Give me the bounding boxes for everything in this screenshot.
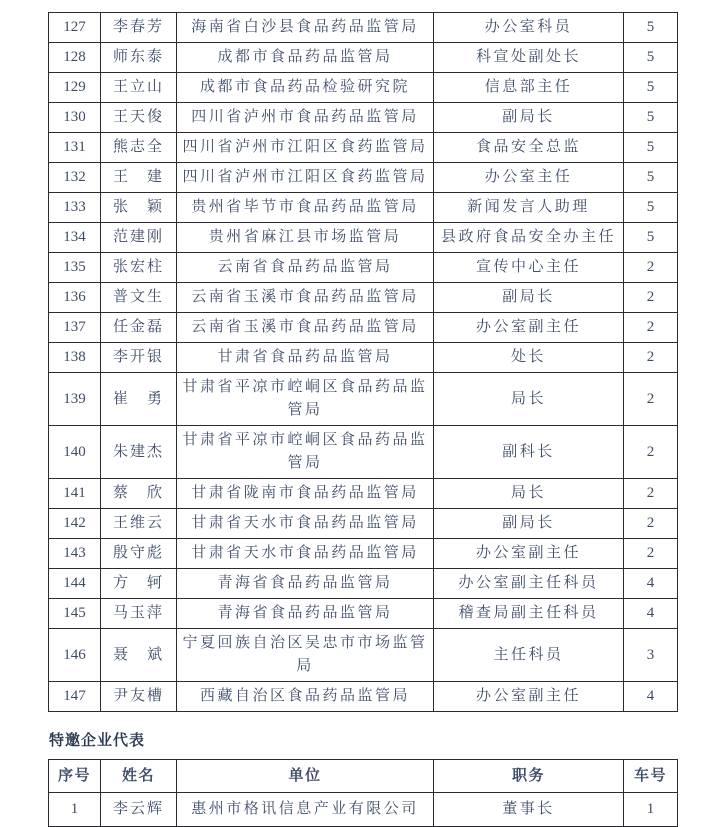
name-cell: 范建刚 bbox=[101, 223, 177, 253]
serial-number-cell: 136 bbox=[49, 283, 101, 313]
serial-number-cell: 134 bbox=[49, 223, 101, 253]
position-cell: 局长 bbox=[434, 479, 624, 509]
guest-roster-body bbox=[49, 793, 678, 827]
name-cell: 李开银 bbox=[101, 343, 177, 373]
guest-section-heading: 特邀企业代表 bbox=[49, 733, 146, 749]
unit-cell: 甘肃省天水市食品药品监管局 bbox=[177, 539, 434, 569]
position-cell: 科宣处副处长 bbox=[434, 43, 624, 73]
position-cell: 办公室副主任 bbox=[434, 313, 624, 343]
name-cell: 李云辉 bbox=[101, 793, 177, 827]
name-cell: 王立山 bbox=[101, 73, 177, 103]
serial-number-cell: 145 bbox=[49, 599, 101, 629]
position-cell: 董事长 bbox=[434, 793, 624, 827]
name-cell: 师东泰 bbox=[101, 43, 177, 73]
car-number-cell: 5 bbox=[624, 163, 678, 193]
table-row bbox=[49, 569, 678, 599]
unit-cell: 惠州市格讯信息产业有限公司 bbox=[177, 793, 434, 827]
table-row bbox=[49, 682, 678, 712]
name-cell: 马玉萍 bbox=[101, 599, 177, 629]
table-row bbox=[49, 253, 678, 283]
car-number-header: 车号 bbox=[624, 760, 678, 793]
unit-cell: 成都市食品药品检验研究院 bbox=[177, 73, 434, 103]
serial-number-cell: 138 bbox=[49, 343, 101, 373]
serial-number-cell: 127 bbox=[49, 13, 101, 43]
table-row bbox=[49, 426, 678, 479]
car-number-cell: 5 bbox=[624, 13, 678, 43]
name-cell: 朱建杰 bbox=[101, 426, 177, 479]
car-number-cell: 2 bbox=[624, 253, 678, 283]
position-cell: 稽查局副主任科员 bbox=[434, 599, 624, 629]
name-cell: 李春芳 bbox=[101, 13, 177, 43]
serial-number-cell: 131 bbox=[49, 133, 101, 163]
unit-cell: 青海省食品药品监管局 bbox=[177, 569, 434, 599]
car-number-cell: 4 bbox=[624, 569, 678, 599]
position-cell: 食品安全总监 bbox=[434, 133, 624, 163]
serial-number-cell: 144 bbox=[49, 569, 101, 599]
unit-cell: 宁夏回族自治区吴忠市市场监管局 bbox=[177, 629, 434, 682]
table-row bbox=[49, 13, 678, 43]
serial-number-header: 序号 bbox=[49, 760, 101, 793]
unit-cell: 甘肃省陇南市食品药品监管局 bbox=[177, 479, 434, 509]
position-cell: 信息部主任 bbox=[434, 73, 624, 103]
car-number-cell: 2 bbox=[624, 283, 678, 313]
position-cell: 办公室主任 bbox=[434, 163, 624, 193]
serial-number-cell: 130 bbox=[49, 103, 101, 133]
position-header: 职务 bbox=[434, 760, 624, 793]
position-cell: 副局长 bbox=[434, 283, 624, 313]
unit-cell: 云南省玉溪市食品药品监管局 bbox=[177, 283, 434, 313]
table-row bbox=[49, 193, 678, 223]
position-cell: 副局长 bbox=[434, 103, 624, 133]
car-number-cell: 5 bbox=[624, 223, 678, 253]
unit-cell: 贵州省毕节市食品药品监管局 bbox=[177, 193, 434, 223]
serial-number-cell: 129 bbox=[49, 73, 101, 103]
table-row bbox=[49, 103, 678, 133]
name-cell: 王 建 bbox=[101, 163, 177, 193]
position-cell: 县政府食品安全办主任 bbox=[434, 223, 624, 253]
guest-roster-table bbox=[48, 759, 678, 827]
serial-number-cell: 146 bbox=[49, 629, 101, 682]
unit-cell: 甘肃省平凉市崆峒区食品药品监管局 bbox=[177, 373, 434, 426]
position-cell: 宣传中心主任 bbox=[434, 253, 624, 283]
position-cell: 新闻发言人助理 bbox=[434, 193, 624, 223]
unit-cell: 成都市食品药品监管局 bbox=[177, 43, 434, 73]
delegate-roster-table bbox=[48, 12, 678, 712]
table-row bbox=[49, 373, 678, 426]
name-cell: 殷守彪 bbox=[101, 539, 177, 569]
unit-cell: 西藏自治区食品药品监管局 bbox=[177, 682, 434, 712]
car-number-cell: 1 bbox=[624, 793, 678, 827]
car-number-cell: 2 bbox=[624, 426, 678, 479]
car-number-cell: 2 bbox=[624, 373, 678, 426]
table-row bbox=[49, 313, 678, 343]
table-row bbox=[49, 479, 678, 509]
name-header: 姓名 bbox=[101, 760, 177, 793]
unit-cell: 四川省泸州市江阳区食药监管局 bbox=[177, 133, 434, 163]
name-cell: 普文生 bbox=[101, 283, 177, 313]
position-cell: 副局长 bbox=[434, 509, 624, 539]
delegate-roster-body bbox=[49, 13, 678, 712]
serial-number-cell: 133 bbox=[49, 193, 101, 223]
table-row bbox=[49, 343, 678, 373]
unit-cell: 甘肃省天水市食品药品监管局 bbox=[177, 509, 434, 539]
name-cell: 熊志全 bbox=[101, 133, 177, 163]
serial-number-cell: 147 bbox=[49, 682, 101, 712]
table-row bbox=[49, 283, 678, 313]
table-row bbox=[49, 73, 678, 103]
table-row bbox=[49, 43, 678, 73]
table-row bbox=[49, 629, 678, 682]
table-row bbox=[49, 163, 678, 193]
unit-header: 单位 bbox=[177, 760, 434, 793]
position-cell: 主任科员 bbox=[434, 629, 624, 682]
table-row bbox=[49, 509, 678, 539]
name-cell: 蔡 欣 bbox=[101, 479, 177, 509]
serial-number-cell: 142 bbox=[49, 509, 101, 539]
serial-number-cell: 132 bbox=[49, 163, 101, 193]
position-cell: 副科长 bbox=[434, 426, 624, 479]
unit-cell: 甘肃省食品药品监管局 bbox=[177, 343, 434, 373]
name-cell: 张 颖 bbox=[101, 193, 177, 223]
name-cell: 聂 斌 bbox=[101, 629, 177, 682]
name-cell: 尹友槽 bbox=[101, 682, 177, 712]
serial-number-cell: 1 bbox=[49, 793, 101, 827]
car-number-cell: 5 bbox=[624, 193, 678, 223]
serial-number-cell: 140 bbox=[49, 426, 101, 479]
guest-roster-header bbox=[49, 760, 678, 793]
table-row bbox=[49, 539, 678, 569]
car-number-cell: 2 bbox=[624, 509, 678, 539]
serial-number-cell: 141 bbox=[49, 479, 101, 509]
unit-cell: 云南省玉溪市食品药品监管局 bbox=[177, 313, 434, 343]
position-cell: 办公室科员 bbox=[434, 13, 624, 43]
table-row bbox=[49, 793, 678, 827]
car-number-cell: 5 bbox=[624, 73, 678, 103]
position-cell: 办公室副主任科员 bbox=[434, 569, 624, 599]
name-cell: 王维云 bbox=[101, 509, 177, 539]
unit-cell: 青海省食品药品监管局 bbox=[177, 599, 434, 629]
position-cell: 处长 bbox=[434, 343, 624, 373]
serial-number-cell: 143 bbox=[49, 539, 101, 569]
position-cell: 办公室副主任 bbox=[434, 682, 624, 712]
car-number-cell: 4 bbox=[624, 599, 678, 629]
unit-cell: 甘肃省平凉市崆峒区食品药品监管局 bbox=[177, 426, 434, 479]
position-cell: 局长 bbox=[434, 373, 624, 426]
unit-cell: 云南省食品药品监管局 bbox=[177, 253, 434, 283]
table-row bbox=[49, 223, 678, 253]
name-cell: 张宏柱 bbox=[101, 253, 177, 283]
unit-cell: 四川省泸州市江阳区食药监管局 bbox=[177, 163, 434, 193]
name-cell: 方 轲 bbox=[101, 569, 177, 599]
serial-number-cell: 135 bbox=[49, 253, 101, 283]
car-number-cell: 5 bbox=[624, 133, 678, 163]
table-row bbox=[49, 599, 678, 629]
car-number-cell: 2 bbox=[624, 343, 678, 373]
car-number-cell: 3 bbox=[624, 629, 678, 682]
name-cell: 王天俊 bbox=[101, 103, 177, 133]
car-number-cell: 2 bbox=[624, 313, 678, 343]
serial-number-cell: 137 bbox=[49, 313, 101, 343]
car-number-cell: 2 bbox=[624, 539, 678, 569]
unit-cell: 海南省白沙县食品药品监管局 bbox=[177, 13, 434, 43]
table-row bbox=[49, 133, 678, 163]
position-cell: 办公室副主任 bbox=[434, 539, 624, 569]
car-number-cell: 5 bbox=[624, 103, 678, 133]
car-number-cell: 4 bbox=[624, 682, 678, 712]
unit-cell: 贵州省麻江县市场监管局 bbox=[177, 223, 434, 253]
car-number-cell: 5 bbox=[624, 43, 678, 73]
serial-number-cell: 128 bbox=[49, 43, 101, 73]
car-number-cell: 2 bbox=[624, 479, 678, 509]
serial-number-cell: 139 bbox=[49, 373, 101, 426]
name-cell: 任金磊 bbox=[101, 313, 177, 343]
unit-cell: 四川省泸州市食品药品监管局 bbox=[177, 103, 434, 133]
name-cell: 崔 勇 bbox=[101, 373, 177, 426]
header-row bbox=[49, 760, 678, 793]
